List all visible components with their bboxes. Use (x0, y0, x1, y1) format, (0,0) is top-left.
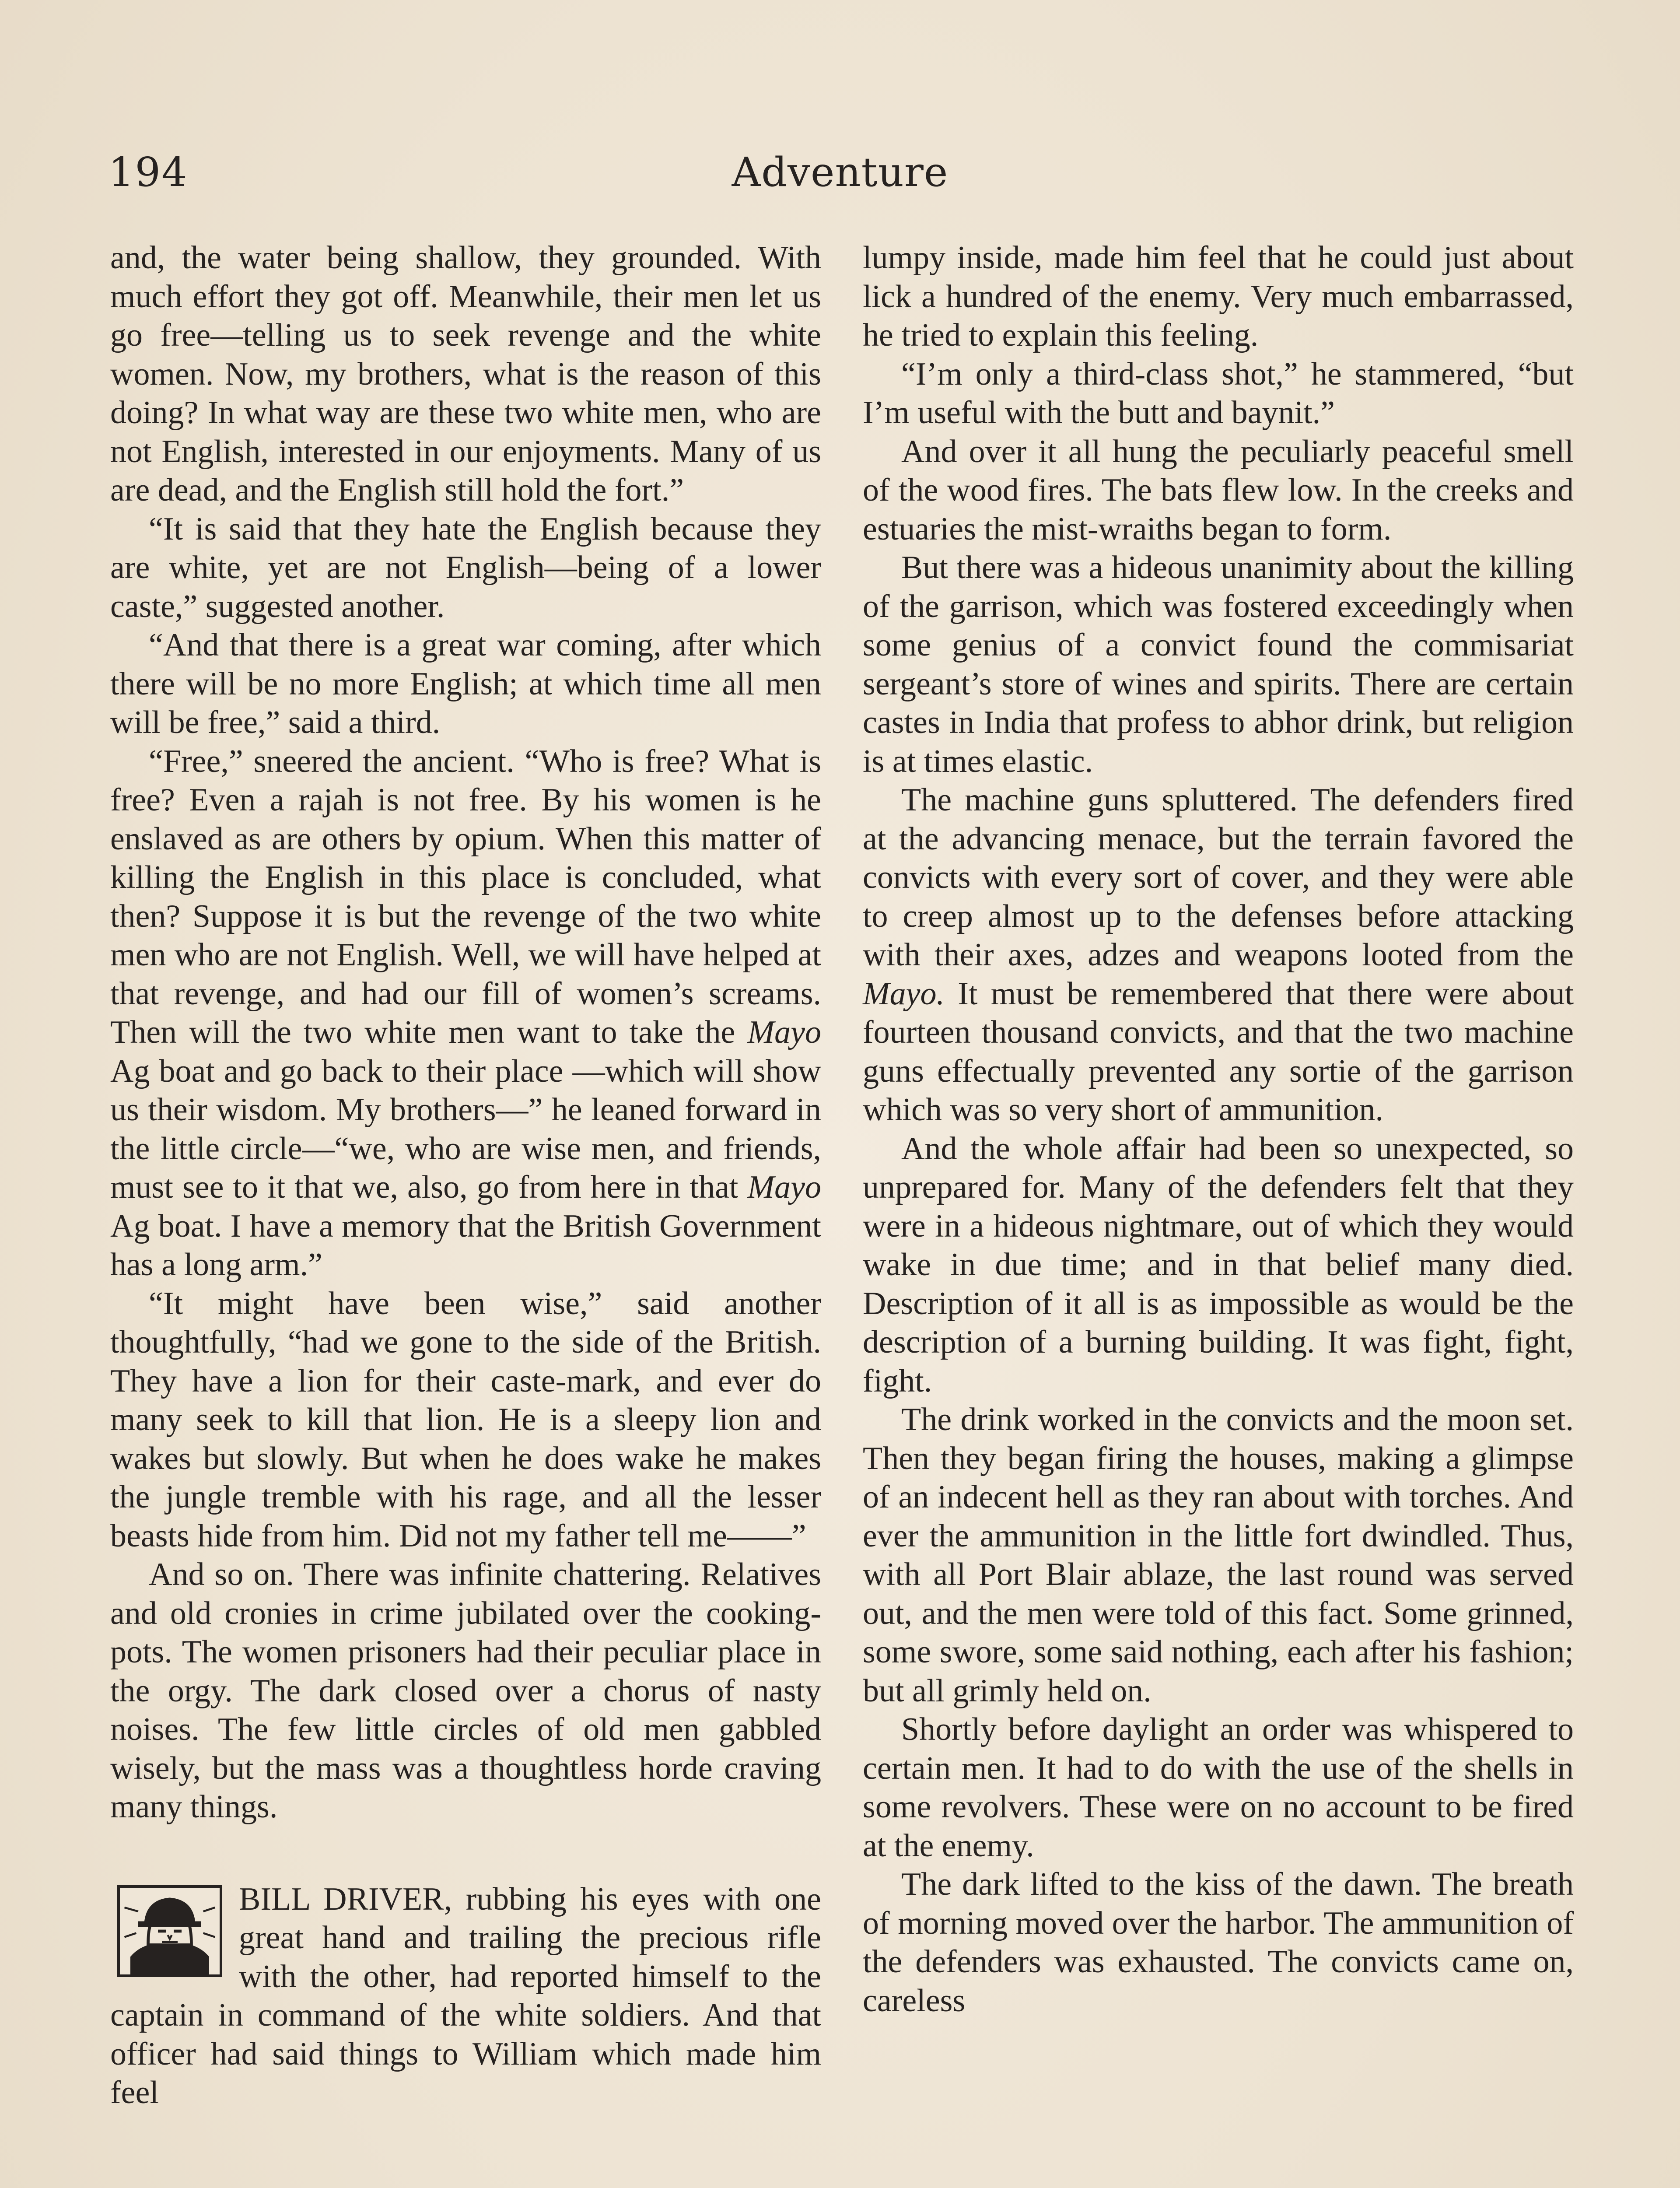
ship-name-italic: Mayo (747, 1169, 821, 1205)
text-run: Ag boat and go back to their place —which will show us their wisdom. My brothers—” he leaned forward in the little circle—“we, who are wise men, and friends, must see to it that we, also, go from here in that (110, 1053, 821, 1205)
paragraph (863, 781, 1574, 1129)
section-start (110, 1880, 821, 2112)
paragraph: And the whole affair had been so unexpected, so unprepared for. Many of the defenders felt that they were in a hideous nightmare, out of which they would wake in due time; and in that belief many died. Description of it all is as impossible as would be the description of a burning building. It was fight, fight, fight. (863, 1130, 1574, 1399)
text-run: “Free,” sneered the ancient. “Who is free? What is free? Even a rajah is not free. By his women is he enslaved as are others by opium. When this matter of killing the English in this place is concluded, what then? Suppose it is but the revenge of the two white men who are not English. Well, we will have helped at that revenge, and had our fill of women’s screams. Then will the two white men want to take the (110, 743, 821, 1050)
page-number: 194 (108, 149, 188, 196)
paragraph: And over it all hung the peculiarly peaceful smell of the wood fires. The bats flew low. In the creeks and estuaries the mist-wraiths began to form. (863, 433, 1574, 547)
paragraph: But there was a hideous unanimity about the killing of the garrison, which was fostered exceedingly when some genius of a convict found the commisariat sergeant’s store of wines and spirits. There are certain castes in India that profess to abhor drink, but religion is at times elastic. (863, 550, 1574, 779)
ship-name-italic: Mayo (747, 1014, 821, 1050)
paragraph: “It is said that they hate the English because they are white, yet are not English—being of a lower caste,” suggested another. (110, 511, 821, 624)
paragraph: “And that there is a great war coming, after which there will be no more English; at which time all men will be free,” said a third. (110, 627, 821, 740)
paragraph (110, 742, 821, 1284)
left-column (110, 238, 821, 2112)
running-title: Adventure (732, 149, 948, 196)
text-run: Ag boat. I have a memory that the British Government has a long arm.” (110, 1208, 821, 1283)
paragraph: BILL DRIVER, rubbing his eyes with one great hand and trailing the precious rifle with the other, had reported himself to the captain in command of the white soldiers. And that officer had said things to William which made him feel (110, 1881, 821, 2111)
paragraph: The drink worked in the convicts and the moon set. Then they began firing the houses, making a glimpse of an indecent hell as they ran about with torches. And ever the ammunition in the little fort dwindled. Thus, with all Port Blair ablaze, the last round was served out, and the men were told of this fact. Some grinned, some swore, some said nothing, each after his fashion; but all grimly held on. (863, 1402, 1574, 1709)
paragraph: “I’m only a third-class shot,” he stammered, “but I’m useful with the butt and baynit.” (863, 356, 1574, 431)
paragraph: lumpy inside, made him feel that he could just about lick a hundred of the enemy. Very much embarrassed, he tried to explain this feeling. (863, 240, 1574, 353)
paragraph: and, the water being shallow, they grounded. With much effort they got off. Meanwhile, their men let us go free—telling us to seek revenge and the white women. Now, my brothers, what is the reason of this doing? In what way are these two white men, who are not English, interested in our enjoyments. Many of us are dead, and the English still hold the fort.” (110, 240, 821, 508)
text-run: The machine guns spluttered. The defenders fired at the advancing menace, but the terrain favored the convicts with every sort of cover, and they were able to creep almost up to the defenses before attacking with their axes, adzes and weapons looted from the (863, 782, 1574, 973)
soldier-helmet-icon (117, 1885, 222, 1977)
paragraph: The dark lifted to the kiss of the dawn. The breath of morning moved over the harbor. The ammunition of the defenders was exhausted. The convicts came on, careless (863, 1866, 1574, 2019)
ship-name-italic: Mayo. (863, 975, 945, 1012)
paragraph: And so on. There was infinite chattering. Relatives and old cronies in crime jubilated over the cooking-pots. The women prisoners had their peculiar place in the orgy. The dark closed over a chorus of nasty noises. The few little circles of old men gabbled wisely, but the mass was a thoughtless horde craving many things. (110, 1557, 821, 1825)
page-header (0, 138, 1680, 208)
text-run: It must be remembered that there were about fourteen thousand convicts, and that the two machine guns effectually prevented any sortie of the garrison which was so very short of ammunition. (863, 975, 1574, 1128)
paragraph: “It might have been wise,” said another thoughtfully, “had we gone to the side of the British. They have a lion for their caste-mark, and ever do many seek to kill that lion. He is a sleepy lion and wakes but slowly. But when he does wake he makes the jungle tremble with his rage, and all the lesser beasts hide from him. Did not my father tell me——” (110, 1285, 821, 1554)
right-column (863, 238, 1574, 2020)
paragraph: Shortly before daylight an order was whispered to certain men. It had to do with the use of the shells in some revolvers. These were on no account to be fired at the enemy. (863, 1711, 1574, 1864)
